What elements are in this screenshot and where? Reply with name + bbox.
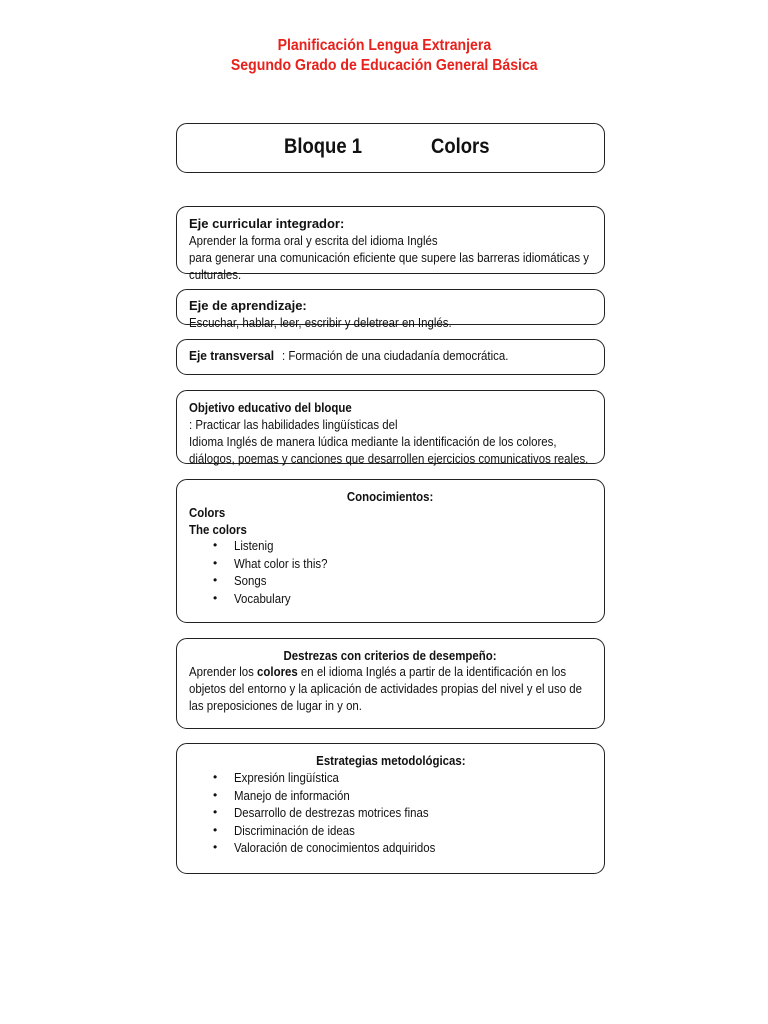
bullet-icon: • bbox=[213, 573, 218, 587]
list-item: • Vocabulary bbox=[213, 590, 291, 606]
destrezas-text: las preposiciones de lugar in y on. bbox=[189, 698, 362, 713]
destrezas-title: Destrezas con criterios de desempeño: bbox=[284, 648, 497, 663]
eje-curricular-box bbox=[176, 206, 605, 282]
bullet-icon: • bbox=[213, 805, 218, 819]
eje-curricular-text: para generar una comunicación eficiente que supere las barreras idiomáticas y bbox=[189, 250, 589, 265]
conocimientos-subtitle: The colors bbox=[189, 522, 247, 537]
block-title-box bbox=[176, 123, 605, 173]
estrategias-list bbox=[177, 769, 463, 857]
objetivo-box bbox=[176, 390, 605, 464]
header-title: Planificación Lengua Extranjera bbox=[277, 37, 491, 54]
conocimientos-list bbox=[177, 537, 340, 607]
objetivo-text: diálogos, poemas y canciones que desarrollen ejercicios comunicativos reales. bbox=[189, 451, 589, 466]
list-item: • Manejo de información bbox=[213, 787, 350, 803]
bullet-icon: • bbox=[213, 590, 218, 605]
list-item: • Listenig bbox=[213, 538, 274, 553]
document-header bbox=[0, 36, 768, 76]
block-label: Bloque 1 bbox=[283, 135, 363, 158]
estrategias-box bbox=[176, 743, 605, 874]
list-item: • Discriminación de ideas bbox=[213, 822, 355, 838]
eje-aprendizaje-label: Eje de aprendizaje: bbox=[189, 298, 307, 313]
list-item: • Expresión lingüística bbox=[213, 770, 339, 785]
eje-transversal-label: Eje transversal bbox=[189, 348, 275, 363]
list-item: • Valoración de conocimientos adquiridos bbox=[213, 840, 436, 855]
objetivo-text: Idioma Inglés de manera lúdica mediante la identificación de los colores, bbox=[189, 434, 557, 449]
destrezas-text: Aprender los bbox=[189, 664, 258, 679]
eje-curricular-text: Aprender la forma oral y escrita del idioma Inglés bbox=[189, 233, 438, 248]
conocimientos-title: Conocimientos: bbox=[347, 489, 434, 504]
header-subtitle: Segundo Grado de Educación General Básica bbox=[230, 57, 538, 74]
eje-curricular-text: culturales. bbox=[189, 267, 242, 282]
eje-transversal-text: : Formación de una ciudadanía democrática. bbox=[281, 348, 508, 363]
conocimientos-subtitle: Colors bbox=[189, 505, 226, 520]
bullet-icon: • bbox=[213, 538, 218, 552]
list-item: • What color is this? bbox=[213, 555, 328, 571]
eje-aprendizaje-box bbox=[176, 289, 605, 330]
destrezas-box bbox=[176, 638, 605, 729]
estrategias-title: Estrategias metodológicas: bbox=[315, 753, 466, 768]
destrezas-text: en el idioma Inglés a partir de la identificación en los bbox=[297, 664, 567, 679]
bullet-icon: • bbox=[213, 787, 218, 802]
list-item: • Songs bbox=[213, 573, 267, 588]
eje-curricular-label: Eje curricular integrador: bbox=[189, 216, 345, 231]
list-item: • Desarrollo de destrezas motrices finas bbox=[213, 805, 429, 820]
eje-transversal-box bbox=[176, 339, 605, 375]
bullet-icon: • bbox=[213, 770, 218, 784]
destrezas-bold: colores bbox=[257, 664, 298, 679]
destrezas-text: objetos del entorno y la aplicación de actividades propias del nivel y el uso de bbox=[189, 681, 583, 696]
conocimientos-box bbox=[176, 479, 605, 623]
eje-aprendizaje-text: Escuchar, hablar, leer, escribir y deletrear en Inglés. bbox=[189, 315, 452, 330]
objetivo-text: : Practicar las habilidades lingüísticas del bbox=[189, 417, 398, 432]
bullet-icon: • bbox=[213, 840, 218, 854]
block-name: Colors bbox=[430, 135, 490, 158]
objetivo-label: Objetivo educativo del bloque bbox=[189, 400, 352, 415]
bullet-icon: • bbox=[213, 555, 218, 570]
bullet-icon: • bbox=[213, 822, 218, 837]
